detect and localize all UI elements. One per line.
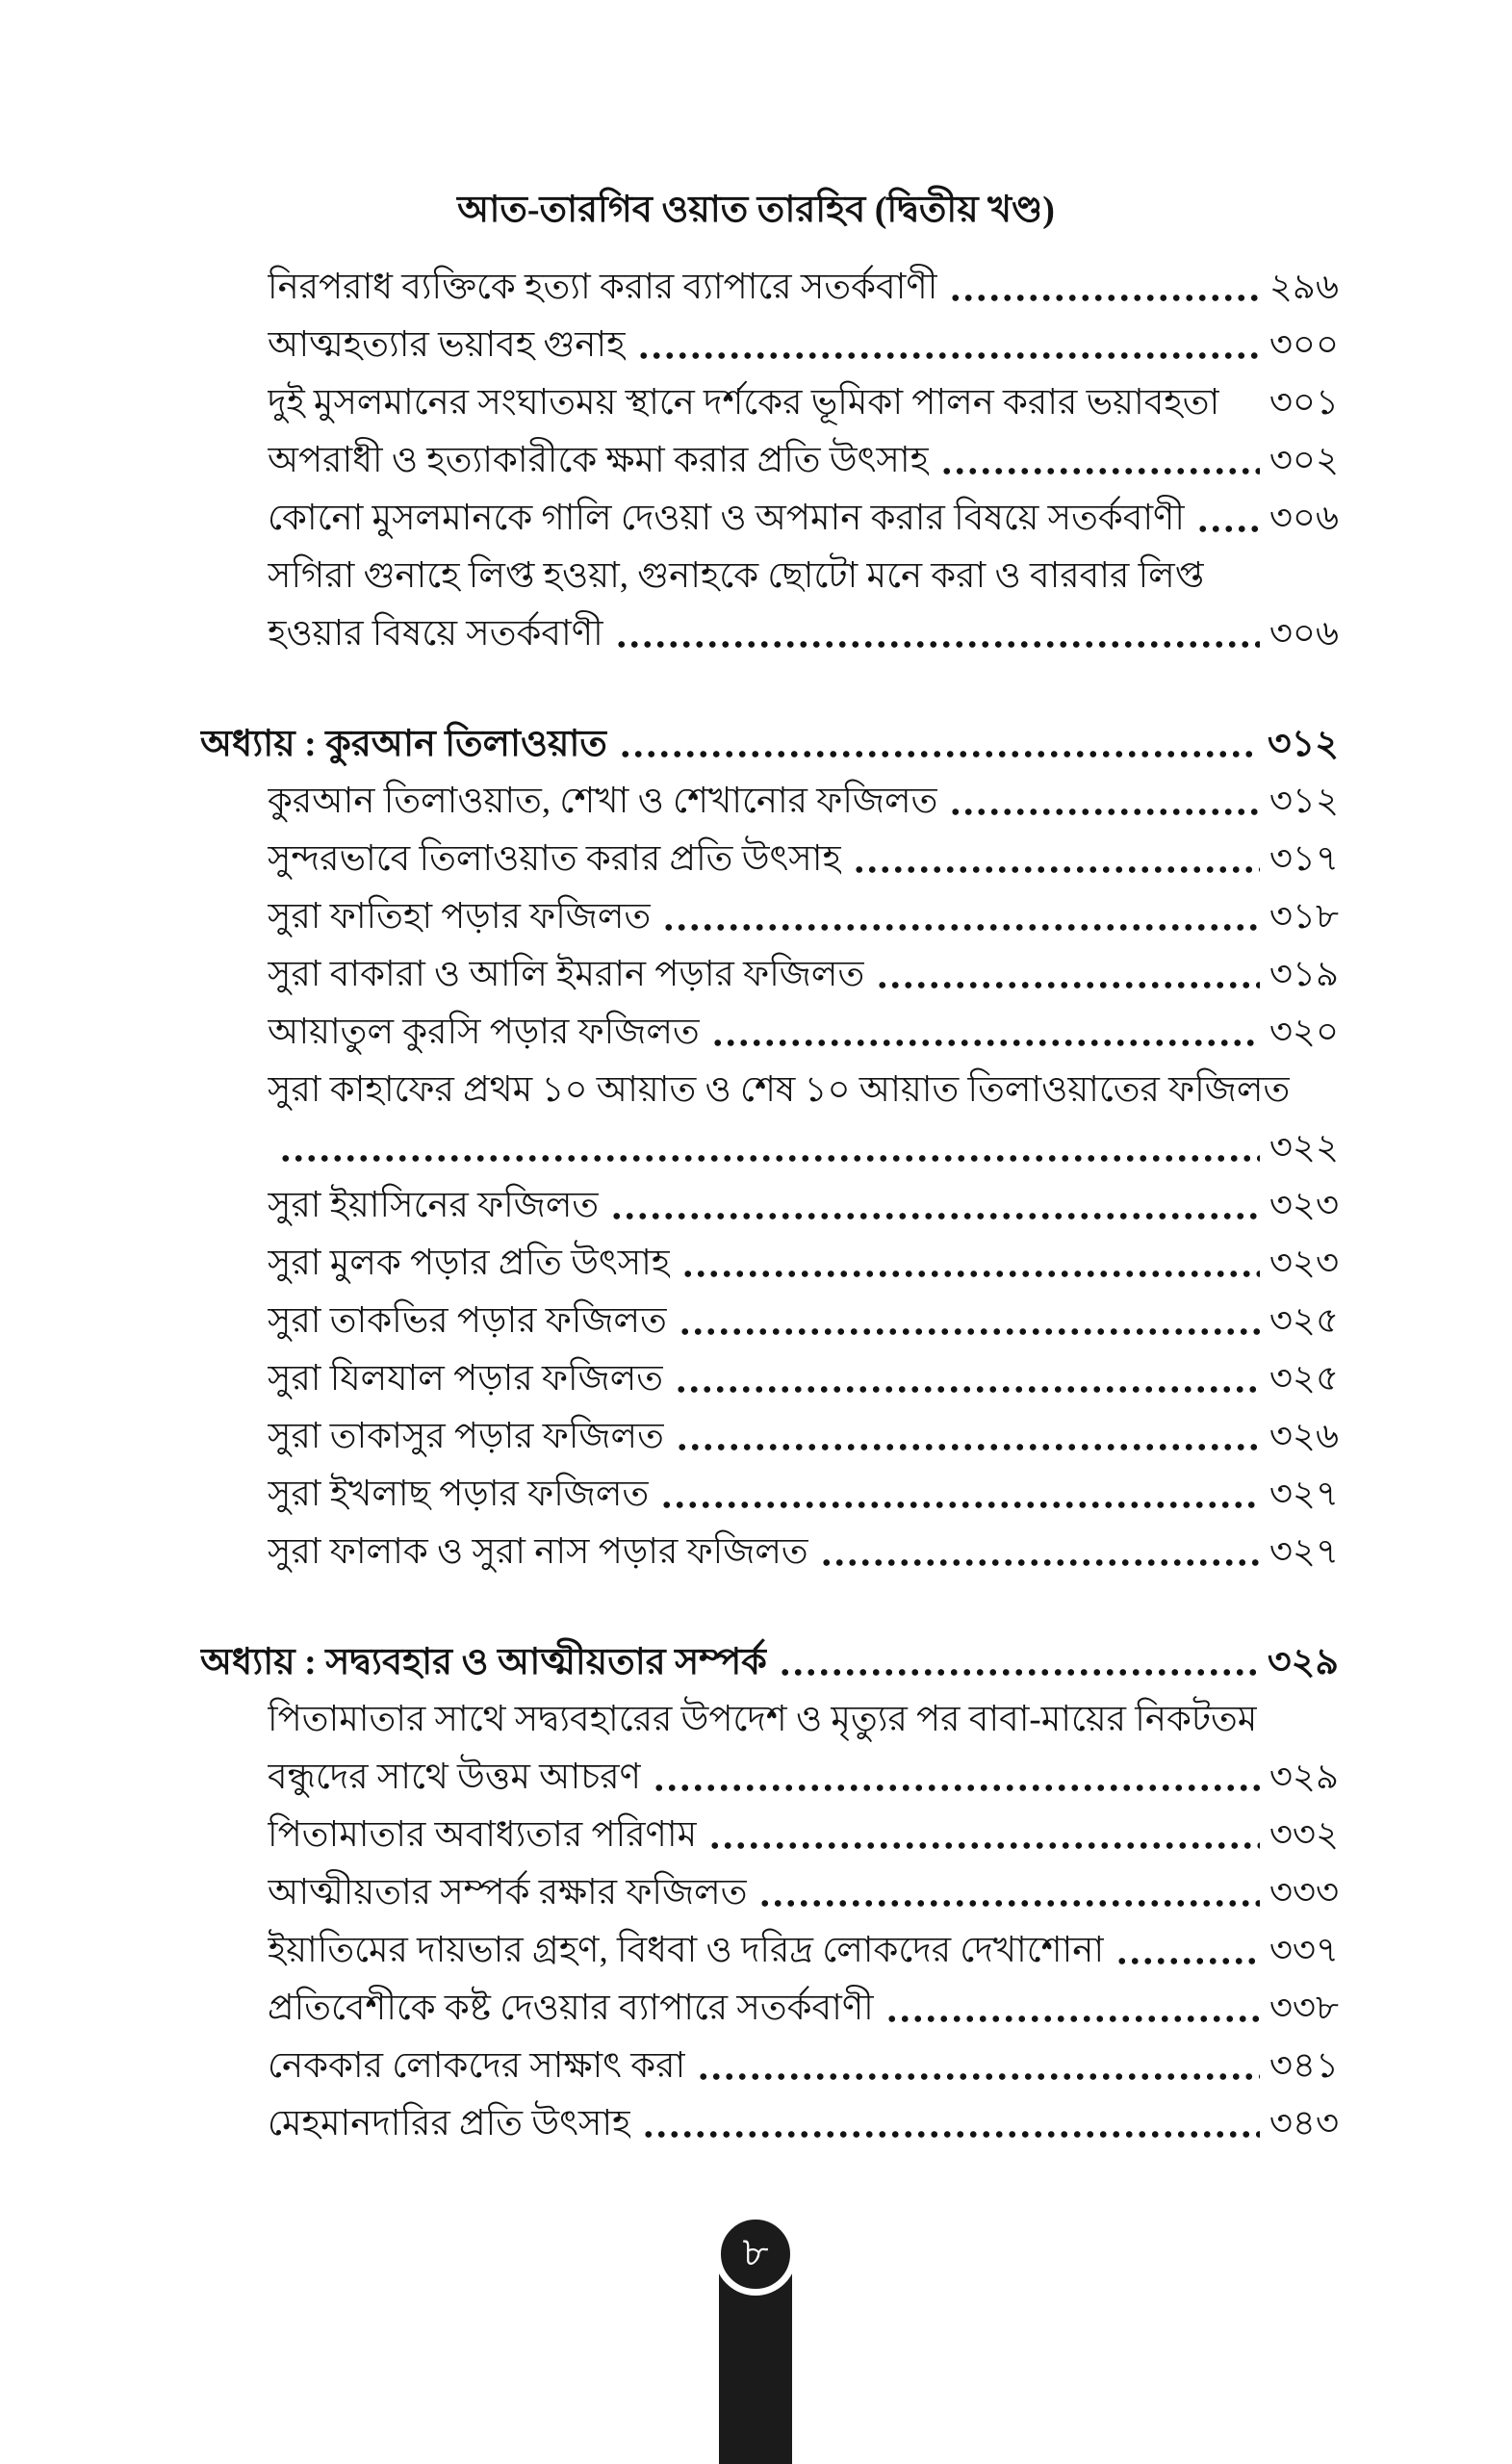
dot-leader <box>940 468 1260 475</box>
toc-entry-page: ৩২২ <box>1269 1128 1339 1168</box>
dot-leader <box>660 1502 1260 1508</box>
toc-entry <box>200 373 1339 431</box>
toc-entry <box>200 1806 1339 1863</box>
dot-leader <box>885 2015 1260 2022</box>
toc-entry-label: সুরা তাকভির পড়ার ফজিলত <box>268 1301 667 1341</box>
toc-entry-label: সুরা বাকারা ও আলি ইমরান পড়ার ফজিলত <box>268 955 865 994</box>
toc-entry-label: কোনো মুসলমানকে গালি দেওয়া ও অপমান করার বিষয়ে সতর্কবাণী <box>268 499 1186 538</box>
toc-entry <box>200 1863 1339 1921</box>
dot-leader <box>853 866 1260 873</box>
toc-entry <box>200 1690 1339 1748</box>
toc-entry-page: ৩০৬ <box>1269 499 1339 538</box>
toc-entry-label: কুরআন তিলাওয়াত, শেখা ও শেখানোর ফজিলত <box>268 782 938 821</box>
toc-entry-page: ৩০১ <box>1269 383 1339 423</box>
dot-leader <box>876 982 1260 988</box>
toc-entry-label: নেককার লোকদের সাক্ষাৎ করা <box>268 2046 686 2086</box>
toc-entry-label: হওয়ার বিষয়ে সতর্কবাণী <box>268 614 603 654</box>
toc-entry-page: ৩২৫ <box>1269 1359 1339 1399</box>
toc-entry-label: সুরা ইয়াসিনের ফজিলত <box>268 1186 600 1225</box>
toc-entry-label: নিরপরাধ ব্যক্তিকে হত্যা করার ব্যাপারে সতর্কবাণী <box>268 268 938 307</box>
toc-entry-label: মেহমানদারির প্রতি উৎসাহ <box>268 2104 631 2143</box>
toc-entry-page: ৩৪১ <box>1269 2046 1339 2086</box>
toc-entry-page: ৩১২ <box>1267 724 1339 764</box>
toc-entry-page: ৩২৩ <box>1269 1244 1339 1283</box>
toc-entry-page: ৩০২ <box>1269 441 1339 480</box>
dot-leader <box>949 808 1260 815</box>
toc-entry <box>200 772 1339 830</box>
toc-entry-page: ৩১৭ <box>1269 839 1339 879</box>
toc-entry <box>200 1234 1339 1292</box>
dot-leader <box>662 924 1260 931</box>
dot-leader <box>642 2131 1259 2138</box>
toc-entry-page: ৩৩৮ <box>1269 1989 1339 2028</box>
toc-entry-page: ৩২৩ <box>1269 1186 1339 1225</box>
toc-entry-page: ২৯৬ <box>1269 268 1339 307</box>
dot-leader <box>679 1328 1260 1335</box>
toc-entry-label: পিতামাতার অবাধ্যতার পরিণাম <box>268 1815 698 1855</box>
toc-entry <box>200 1349 1339 1407</box>
toc-entry-label: সুরা ফাতিহা পড়ার ফজিলত <box>268 897 652 937</box>
dot-leader <box>675 1386 1260 1393</box>
dot-leader <box>279 1155 1260 1162</box>
dot-leader <box>676 1444 1260 1450</box>
chapter-heading-label: অধ্যায় : সদ্ব্যবহার ও আত্মীয়তার সম্পর্ক <box>200 1642 767 1682</box>
dot-leader <box>949 295 1260 301</box>
toc-entry <box>200 431 1339 489</box>
dot-leader <box>637 352 1260 359</box>
toc-entry <box>200 1003 1339 1061</box>
page-number: ৮ <box>742 2230 769 2275</box>
toc-entry <box>200 1176 1339 1234</box>
toc-entry-page: ৩১২ <box>1269 782 1339 821</box>
dot-leader <box>653 1784 1260 1791</box>
toc-entry <box>200 1921 1339 1979</box>
dot-leader <box>711 1040 1260 1046</box>
toc-entry-page: ৩২৯ <box>1267 1642 1339 1682</box>
toc-entry-page: ৩০০ <box>1269 325 1339 365</box>
toc-entry-page: ৩১৯ <box>1269 955 1339 994</box>
toc-entry-label: আয়াতুল কুরসি পড়ার ফজিলত <box>268 1013 700 1052</box>
toc-entry <box>200 316 1339 373</box>
toc-entry-label: প্রতিবেশীকে কষ্ট দেওয়ার ব্যাপারে সতর্কবাণী <box>268 1989 874 2028</box>
chapter-heading <box>200 1632 1339 1690</box>
toc-entry <box>200 1979 1339 2037</box>
toc-entry <box>200 604 1339 662</box>
toc-entry-label: সুরা কাহাফের প্রথম ১০ আয়াত ও শেষ ১০ আয়াত তিলাওয়াতের ফজিলত <box>268 1070 1291 1110</box>
toc-entry-page: ৩১৮ <box>1269 897 1339 937</box>
toc-entry-page: ৩২০ <box>1269 1013 1339 1052</box>
dot-leader <box>697 2073 1260 2080</box>
toc-entry <box>200 1465 1339 1523</box>
toc-entry <box>200 1748 1339 1806</box>
toc-entry-page: ৩২৬ <box>1269 1417 1339 1456</box>
toc-entry <box>200 830 1339 887</box>
toc-entry <box>200 1118 1339 1176</box>
toc-entry <box>200 489 1339 547</box>
toc-entry-page: ৩২৭ <box>1269 1532 1339 1572</box>
toc-entry-label: সুন্দরভাবে তিলাওয়াত করার প্রতি উৎসাহ <box>268 839 841 879</box>
toc-entry-page: ৩২৭ <box>1269 1475 1339 1514</box>
dot-leader <box>779 1669 1258 1676</box>
decorative-bar <box>719 2268 792 2464</box>
table-of-contents <box>200 258 1339 2152</box>
toc-entry <box>200 887 1339 945</box>
toc-entry-label: সুরা ইখলাছ পড়ার ফজিলত <box>268 1475 650 1514</box>
toc-entry-page: ৩২৫ <box>1269 1301 1339 1341</box>
dot-leader <box>615 641 1260 648</box>
toc-entry-page: ৩৩৭ <box>1269 1931 1339 1970</box>
toc-entry-page: ৩৩৩ <box>1269 1873 1339 1912</box>
dot-leader <box>708 1842 1260 1849</box>
toc-entry <box>200 1061 1339 1118</box>
toc-entry <box>200 945 1339 1003</box>
page-title: আত-তারগিব ওয়াত তারহিব (দ্বিতীয় খণ্ড) <box>457 190 1055 230</box>
chapter-heading <box>200 714 1339 772</box>
dot-leader <box>619 751 1258 757</box>
toc-entry-label: দুই মুসলমানের সংঘাতময় স্থানে দর্শকের ভূমিকা পালন করার ভয়াবহতা <box>268 383 1220 423</box>
toc-entry <box>200 1523 1339 1580</box>
dot-leader <box>820 1559 1260 1566</box>
toc-entry-label: অপরাধী ও হত্যাকারীকে ক্ষমা করার প্রতি উৎসাহ <box>268 441 930 480</box>
toc-entry-label: আত্মীয়তার সম্পর্ক রক্ষার ফজিলত <box>268 1873 748 1912</box>
toc-entry-label: আত্মহত্যার ভয়াবহ গুনাহ <box>268 325 626 365</box>
toc-entry-label: বন্ধুদের সাথে উত্তম আচরণ <box>268 1758 641 1797</box>
toc-entry-page: ৩৪৩ <box>1269 2104 1339 2143</box>
toc-entry-label: পিতামাতার সাথে সদ্ব্যবহারের উপদেশ ও মৃত্যুর পর বাবা-মায়ের নিকটতম <box>268 1700 1258 1739</box>
toc-entry <box>200 547 1339 604</box>
toc-entry-label: সগিরা গুনাহে লিপ্ত হওয়া, গুনাহকে ছোটো মনে করা ও বারবার লিপ্ত <box>268 556 1205 596</box>
toc-entry <box>200 1292 1339 1349</box>
toc-entry <box>200 1407 1339 1465</box>
dot-leader <box>610 1213 1260 1219</box>
toc-entry-page: ৩৩২ <box>1269 1815 1339 1855</box>
dot-leader <box>758 1900 1259 1907</box>
toc-entry-label: সুরা ফালাক ও সুরা নাস পড়ার ফজিলত <box>268 1532 808 1572</box>
toc-entry-label: ইয়াতিমের দায়ভার গ্রহণ, বিধবা ও দরিদ্র লোকদের দেখাশোনা <box>268 1931 1105 1970</box>
toc-entry <box>200 258 1339 316</box>
toc-entry-page: ৩০৬ <box>1269 614 1339 654</box>
dot-leader <box>1115 1958 1260 1964</box>
chapter-heading-label: অধ্যায় : কুরআন তিলাওয়াত <box>200 724 607 764</box>
toc-entry-label: সুরা যিলযাল পড়ার ফজিলত <box>268 1359 664 1399</box>
dot-leader <box>1196 526 1260 532</box>
dot-leader <box>681 1270 1260 1277</box>
toc-entry <box>200 2094 1339 2152</box>
page-number-badge <box>714 2213 797 2296</box>
toc-entry-page: ৩২৯ <box>1269 1758 1339 1797</box>
toc-entry <box>200 2037 1339 2094</box>
toc-entry-label: সুরা তাকাসুর পড়ার ফজিলত <box>268 1417 664 1456</box>
toc-entry-label: সুরা মুলক পড়ার প্রতি উৎসাহ <box>268 1244 671 1283</box>
